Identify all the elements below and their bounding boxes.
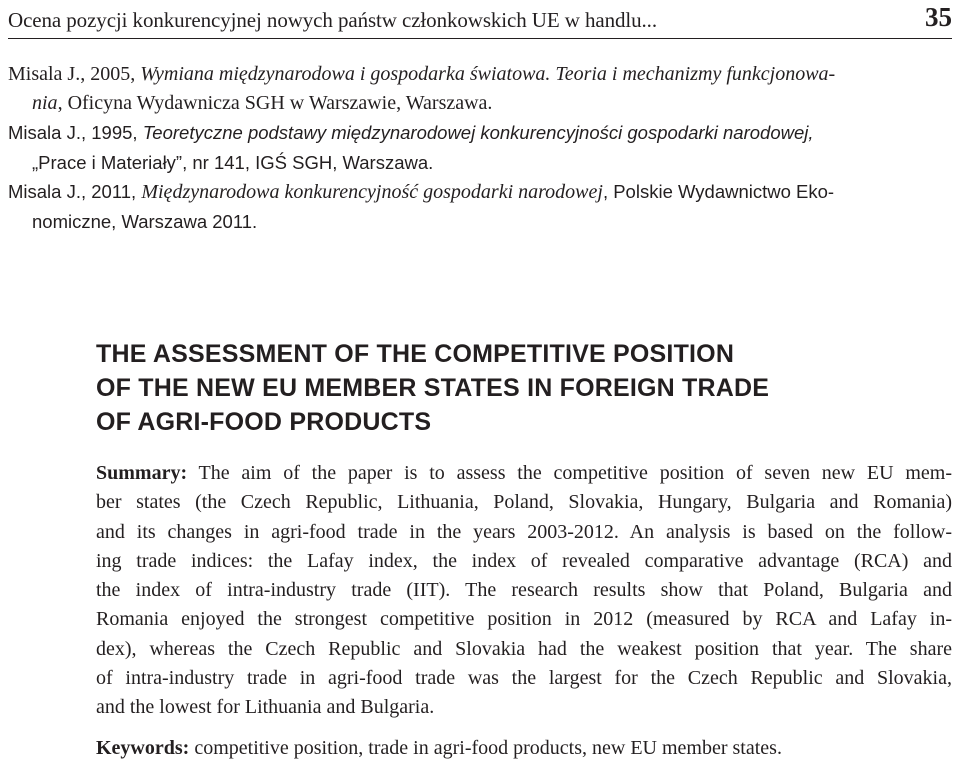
reference-title: Wymiana międzynarodowa i gospodarka światowa. Teoria i mechanizmy funkcjonowa-: [140, 63, 836, 85]
reference-item: [8, 177, 952, 236]
keywords: [96, 734, 952, 763]
reference-publisher: , Oficyna Wydawnicza SGH w Warszawie, Warszawa.: [57, 92, 493, 114]
title-line: THE ASSESSMENT OF THE COMPETITIVE POSITION: [96, 340, 735, 368]
reference-item: [8, 60, 952, 118]
reference-continuation: [8, 89, 952, 118]
reference-author-year: Misala J., 2011,: [8, 181, 142, 202]
reference-title-continued: nia: [32, 92, 58, 114]
keywords-label: Keywords:: [96, 737, 190, 759]
reference-author-year: Misala J., 2005,: [8, 63, 141, 85]
reference-title: Międzynarodowa konkurencyjność gospodarki narodowej: [141, 181, 603, 203]
reference-publisher: „Prace i Materiały”, nr 141, IGŚ SGH, Warszawa.: [32, 152, 434, 173]
reference-publisher-continued: nomiczne, Warszawa 2011.: [32, 211, 258, 232]
summary-line: dex), whereas the Czech Republic and Slovakia had the weakest position that year. The share: [96, 637, 952, 660]
summary-line: and the lowest for Lithuania and Bulgaria.: [96, 696, 435, 719]
summary-line: Romania enjoyed the strongest competitive position in 2012 (measured by RCA and Lafay in-: [96, 608, 952, 631]
summary-line: [96, 459, 952, 488]
reference-list: [8, 60, 952, 236]
summary-line: of intra-industry trade in agri-food trade was the largest for the Czech Republic and Slovakia,: [96, 667, 952, 690]
page-number: 35: [925, 2, 952, 32]
running-header: [8, 4, 952, 39]
running-title: Ocena pozycji konkurencyjnej nowych państw członkowskich UE w handlu...: [8, 8, 657, 32]
summary-paragraph: [96, 459, 952, 723]
title-line: OF AGRI-FOOD PRODUCTS: [96, 408, 432, 436]
summary-text: The aim of the paper is to assess the competitive position of seven new EU mem-: [187, 462, 952, 484]
reference-title: Teoretyczne podstawy międzynarodowej konkurencyjności gospodarki narodowej,: [142, 122, 814, 143]
summary-line: and its changes in agri-food trade in the years 2003-2012. An analysis is based on the follow-: [96, 520, 952, 543]
summary-line: the index of intra-industry trade (IIT). The research results show that Poland, Bulgaria and: [96, 579, 952, 602]
title-line: OF THE NEW EU MEMBER STATES IN FOREIGN TRADE: [96, 374, 770, 402]
summary-line: ber states (the Czech Republic, Lithuania, Poland, Slovakia, Hungary, Bulgaria and Romania): [96, 491, 952, 514]
keywords-text: competitive position, trade in agri-food products, new EU member states.: [189, 737, 782, 759]
summary-line: ing trade indices: the Lafay index, the index of revealed comparative advantage (RCA) and: [96, 549, 952, 572]
reference-publisher: , Polskie Wydawnictwo Eko-: [602, 181, 835, 202]
reference-author-year: Misala J., 1995,: [8, 122, 143, 143]
reference-item: [8, 118, 952, 177]
summary-label: Summary:: [96, 462, 188, 484]
article-title: [96, 337, 896, 439]
